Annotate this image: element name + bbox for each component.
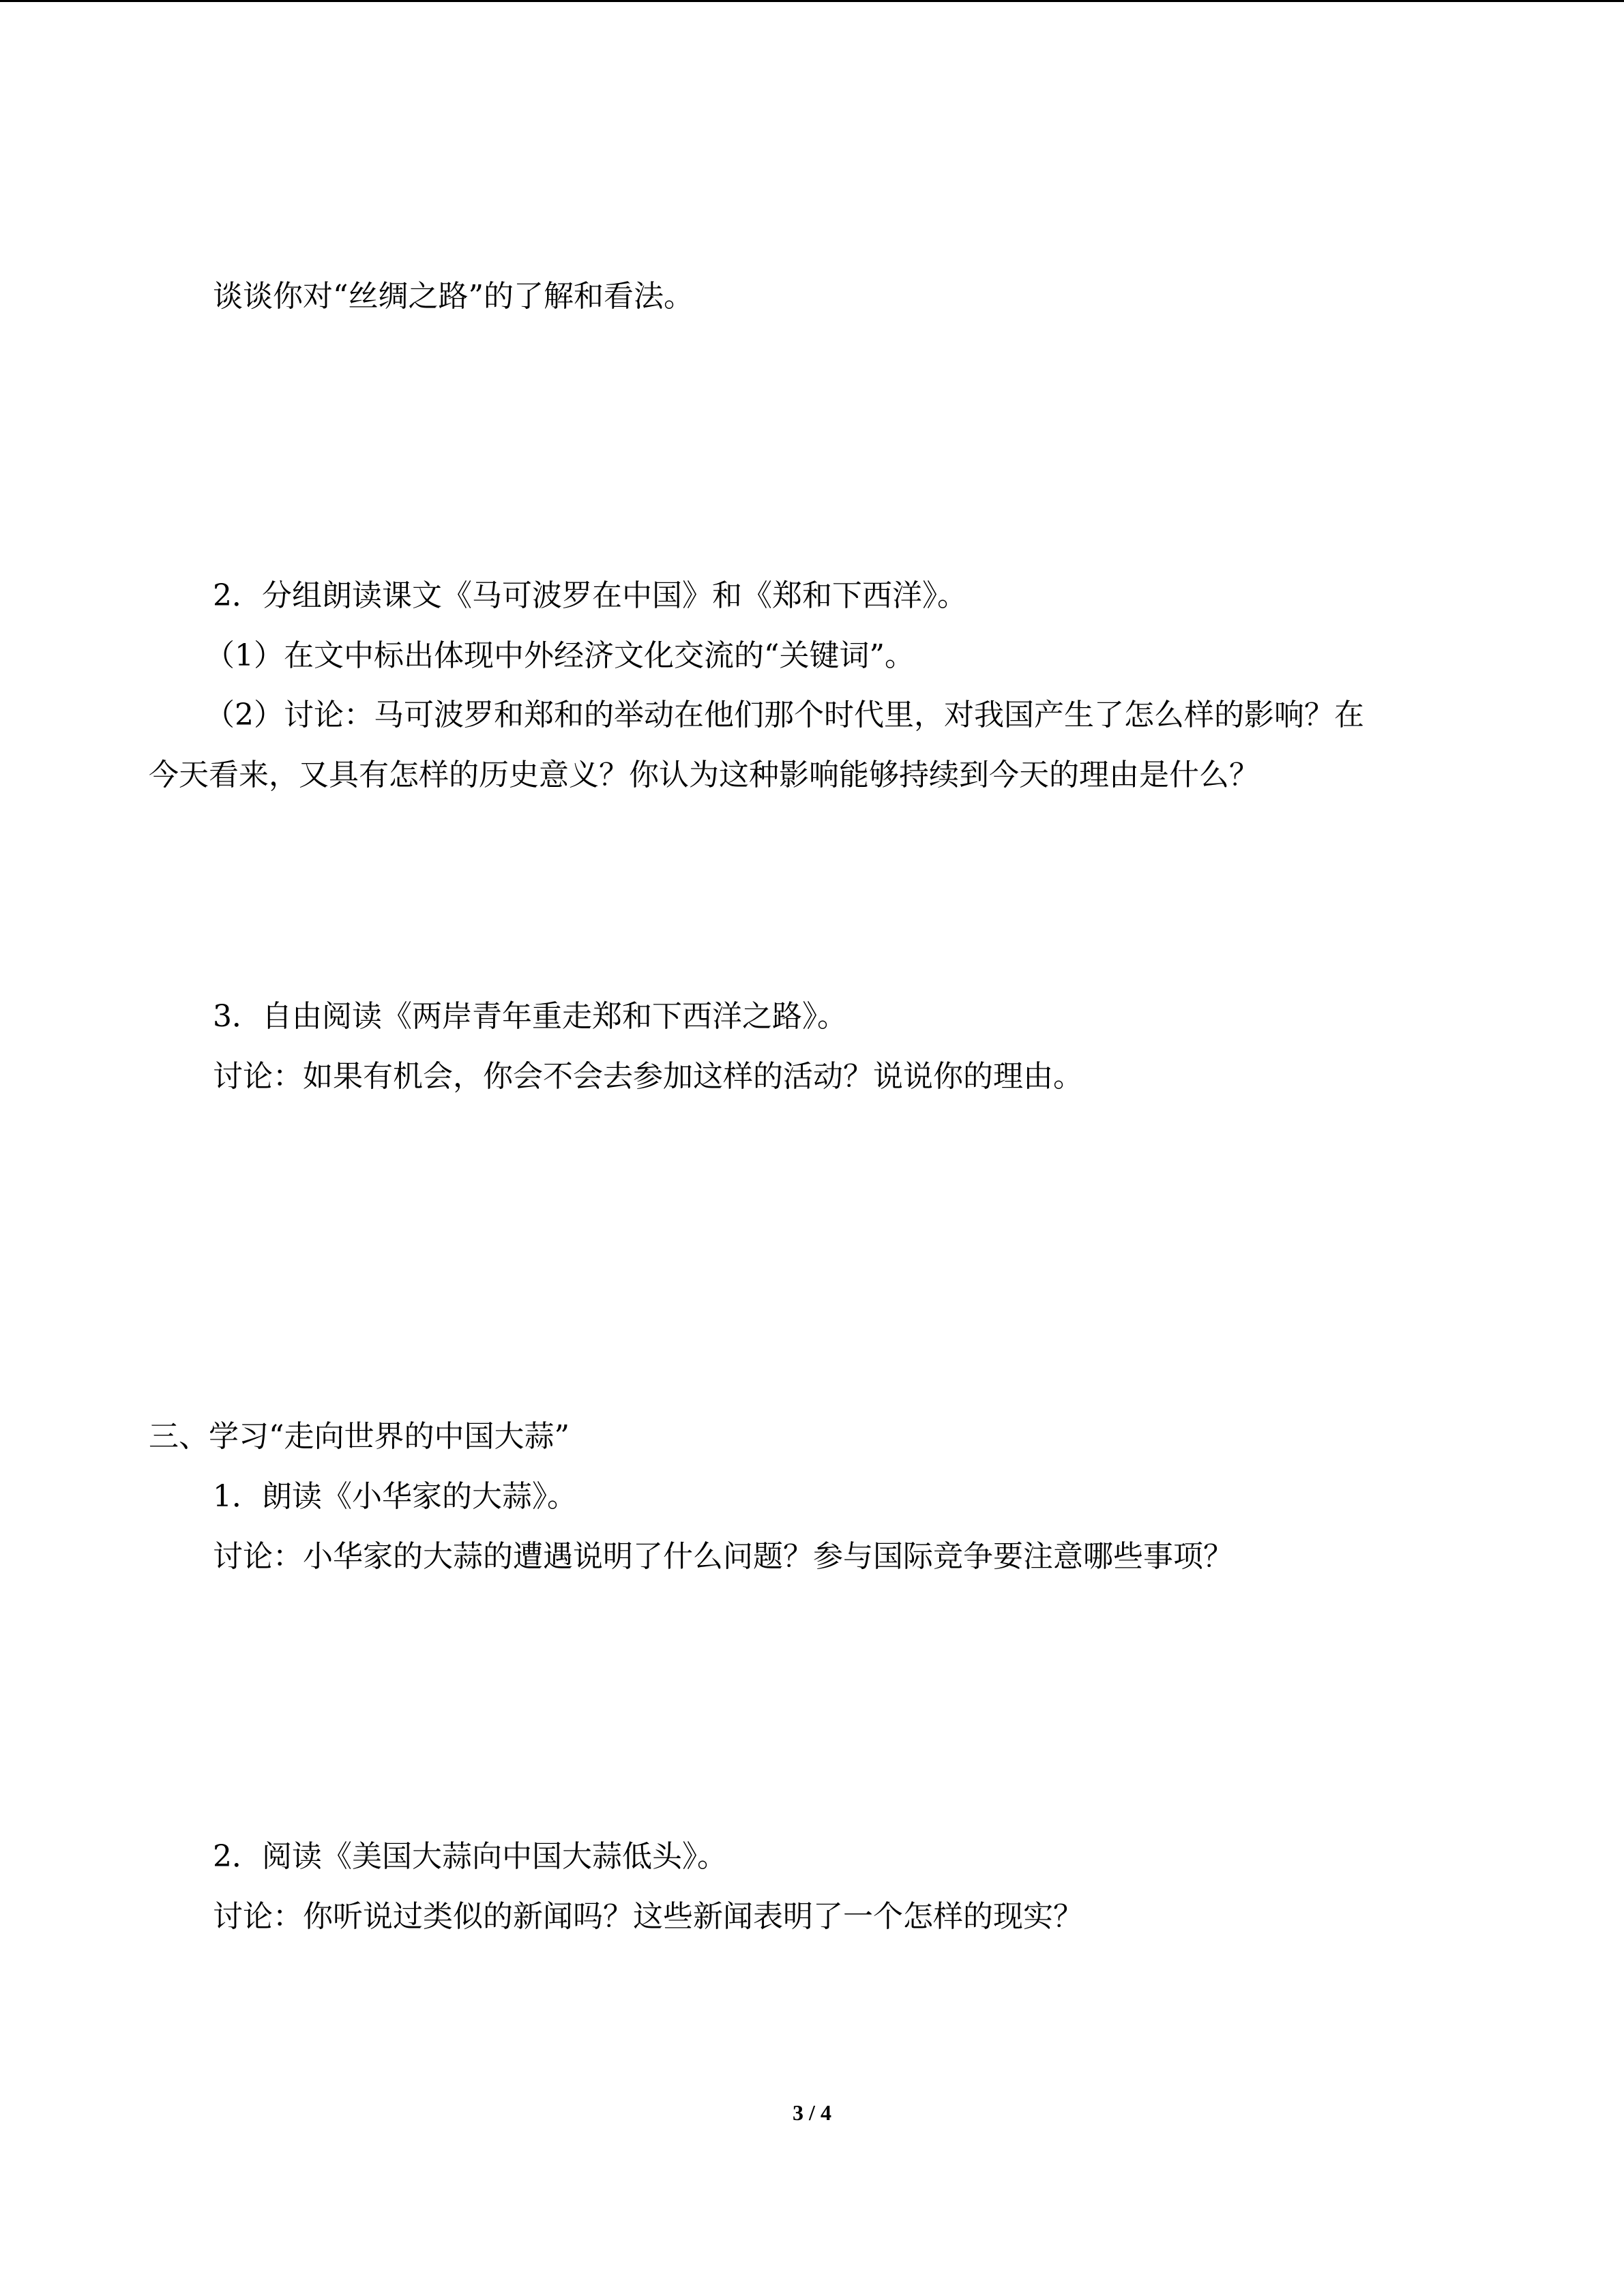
section-3-item-1-title: 1．朗读《小华家的大蒜》。 [213, 1479, 577, 1514]
section-3-item-2-discussion: 讨论：你听说过类似的新闻吗？这些新闻表明了一个怎样的现实？ [213, 1899, 1083, 1934]
section-3-item-1-discussion: 讨论：小华家的大蒜的遭遇说明了什么问题？参与国际竞争要注意哪些事项？ [213, 1539, 1233, 1574]
section-3-heading: 三、学习“走向世界的中国大蒜” [149, 1419, 570, 1454]
silk-road-prompt: 谈谈你对“丝绸之路”的了解和看法。 [213, 279, 694, 314]
item-2-sub-2-line-1: （2）讨论：马可波罗和郑和的举动在他们那个时代里，对我国产生了怎么样的影响？在 [205, 698, 1364, 732]
item-2-title: 2．分组朗读课文《马可波罗在中国》和《郑和下西洋》。 [213, 578, 967, 613]
item-2-sub-1: （1）在文中标出体现中外经济文化交流的“关键词”。 [205, 638, 915, 673]
item-2-sub-2-line-2: 今天看来，又具有怎样的历史意义？你认为这种影响能够持续到今天的理由是什么？ [149, 758, 1259, 792]
item-3-title: 3．自由阅读《两岸青年重走郑和下西洋之路》。 [213, 999, 847, 1034]
item-3-discussion: 讨论：如果有机会，你会不会去参加这样的活动？说说你的理由。 [213, 1059, 1083, 1094]
top-border-rule [0, 0, 1624, 2]
section-3-item-2-title: 2．阅读《美国大蒜向中国大蒜低头》。 [213, 1839, 727, 1874]
page-number: 3 / 4 [793, 2100, 831, 2125]
